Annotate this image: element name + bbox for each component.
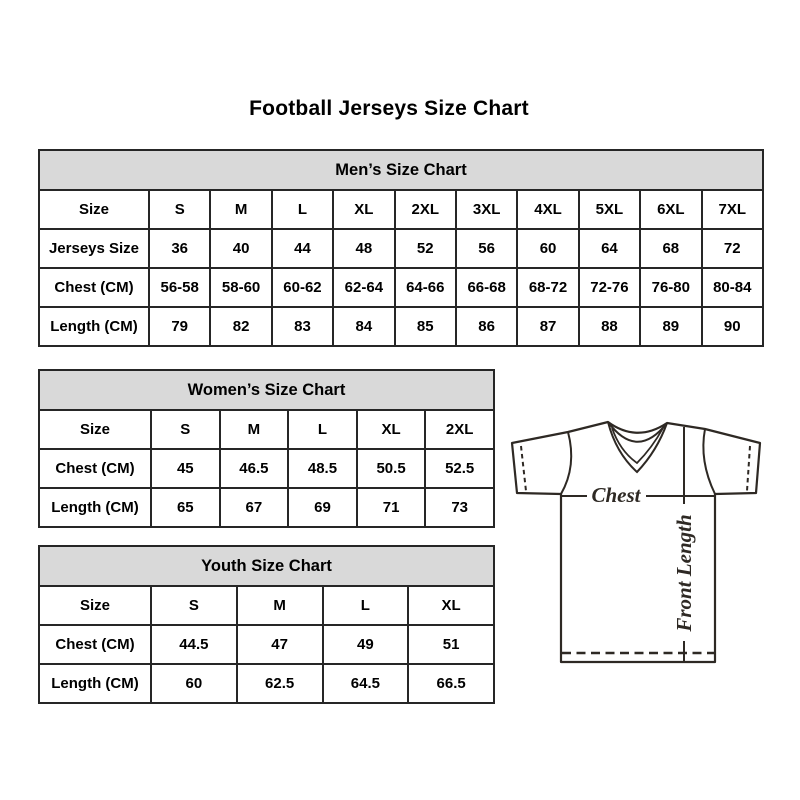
size-cell: 69 — [288, 488, 357, 527]
size-cell: 47 — [237, 625, 323, 664]
size-cell: 48.5 — [288, 449, 357, 488]
size-cell: 84 — [333, 307, 394, 346]
table-header-row — [39, 150, 763, 190]
row-label: Jerseys Size — [39, 229, 149, 268]
row-label: Size — [39, 190, 149, 229]
size-cell: 48 — [333, 229, 394, 268]
jersey-outline-shape — [512, 422, 760, 662]
size-cell: 68 — [640, 229, 701, 268]
size-cell: 6XL — [640, 190, 701, 229]
front-length-label: Front Length — [672, 514, 696, 632]
size-cell: 2XL — [395, 190, 456, 229]
size-cell: 62-64 — [333, 268, 394, 307]
row-label: Length (CM) — [39, 307, 149, 346]
size-cell: 60 — [151, 664, 237, 703]
row-label: Length (CM) — [39, 488, 151, 527]
size-cell: 60-62 — [272, 268, 333, 307]
size-cell: 89 — [640, 307, 701, 346]
size-cell: S — [151, 410, 220, 449]
table-row — [39, 488, 494, 527]
size-cell: 67 — [220, 488, 289, 527]
left-sleeve-dash-line — [521, 446, 526, 491]
row-label: Size — [39, 586, 151, 625]
womens-size-table — [38, 369, 495, 528]
size-cell: 72-76 — [579, 268, 640, 307]
mens-table-title: Men’s Size Chart — [39, 150, 763, 190]
size-cell: 60 — [517, 229, 578, 268]
size-cell: 7XL — [702, 190, 763, 229]
right-sleeve-dash-line — [747, 446, 750, 491]
size-cell: 66-68 — [456, 268, 517, 307]
size-cell: XL — [333, 190, 394, 229]
mens-size-table — [38, 149, 764, 347]
row-label: Chest (CM) — [39, 268, 149, 307]
size-cell: L — [288, 410, 357, 449]
size-cell: 64 — [579, 229, 640, 268]
youth-table-title: Youth Size Chart — [39, 546, 494, 586]
table-row — [39, 664, 494, 703]
size-cell: 51 — [408, 625, 494, 664]
size-cell: 64.5 — [323, 664, 409, 703]
left-armhole-seam — [561, 432, 571, 494]
youth-size-table — [38, 545, 495, 704]
table-row — [39, 410, 494, 449]
size-cell: L — [323, 586, 409, 625]
table-row — [39, 190, 763, 229]
size-cell: M — [237, 586, 323, 625]
size-cell: 65 — [151, 488, 220, 527]
womens-table-title: Women’s Size Chart — [39, 370, 494, 410]
size-cell: 5XL — [579, 190, 640, 229]
size-cell: 45 — [151, 449, 220, 488]
row-label: Chest (CM) — [39, 449, 151, 488]
table-row — [39, 307, 763, 346]
size-cell: 56 — [456, 229, 517, 268]
table-row — [39, 625, 494, 664]
size-cell: 4XL — [517, 190, 578, 229]
size-cell: 46.5 — [220, 449, 289, 488]
size-cell: 44.5 — [151, 625, 237, 664]
size-cell: 90 — [702, 307, 763, 346]
size-cell: 88 — [579, 307, 640, 346]
size-cell: 76-80 — [640, 268, 701, 307]
size-cell: 56-58 — [149, 268, 210, 307]
size-cell: M — [210, 190, 271, 229]
size-cell: 58-60 — [210, 268, 271, 307]
size-cell: 80-84 — [702, 268, 763, 307]
size-cell: XL — [357, 410, 426, 449]
size-cell: 62.5 — [237, 664, 323, 703]
page-title: Football Jerseys Size Chart — [249, 97, 529, 120]
row-label: Length (CM) — [39, 664, 151, 703]
size-cell: 87 — [517, 307, 578, 346]
size-cell: 83 — [272, 307, 333, 346]
row-label: Chest (CM) — [39, 625, 151, 664]
size-cell: 86 — [456, 307, 517, 346]
size-cell: 44 — [272, 229, 333, 268]
size-cell: 50.5 — [357, 449, 426, 488]
size-cell: 82 — [210, 307, 271, 346]
size-cell: 72 — [702, 229, 763, 268]
size-cell: 52.5 — [425, 449, 494, 488]
jersey-measurement-diagram — [505, 403, 770, 678]
size-cell: L — [272, 190, 333, 229]
size-cell: 49 — [323, 625, 409, 664]
table-header-row — [39, 546, 494, 586]
size-cell: 2XL — [425, 410, 494, 449]
size-cell: 73 — [425, 488, 494, 527]
right-armhole-seam — [703, 429, 715, 494]
size-cell: S — [151, 586, 237, 625]
table-row — [39, 449, 494, 488]
size-cell: 85 — [395, 307, 456, 346]
table-row — [39, 268, 763, 307]
size-cell: 68-72 — [517, 268, 578, 307]
size-cell: 79 — [149, 307, 210, 346]
row-label: Size — [39, 410, 151, 449]
size-cell: M — [220, 410, 289, 449]
table-row — [39, 586, 494, 625]
size-cell: 3XL — [456, 190, 517, 229]
size-cell: 52 — [395, 229, 456, 268]
size-cell: S — [149, 190, 210, 229]
collar-outer-v — [608, 422, 667, 472]
size-cell: 36 — [149, 229, 210, 268]
size-cell: 40 — [210, 229, 271, 268]
chest-measure-label: Chest — [591, 483, 641, 507]
size-cell: 71 — [357, 488, 426, 527]
size-cell: 64-66 — [395, 268, 456, 307]
table-row — [39, 229, 763, 268]
size-cell: XL — [408, 586, 494, 625]
table-header-row — [39, 370, 494, 410]
size-cell: 66.5 — [408, 664, 494, 703]
